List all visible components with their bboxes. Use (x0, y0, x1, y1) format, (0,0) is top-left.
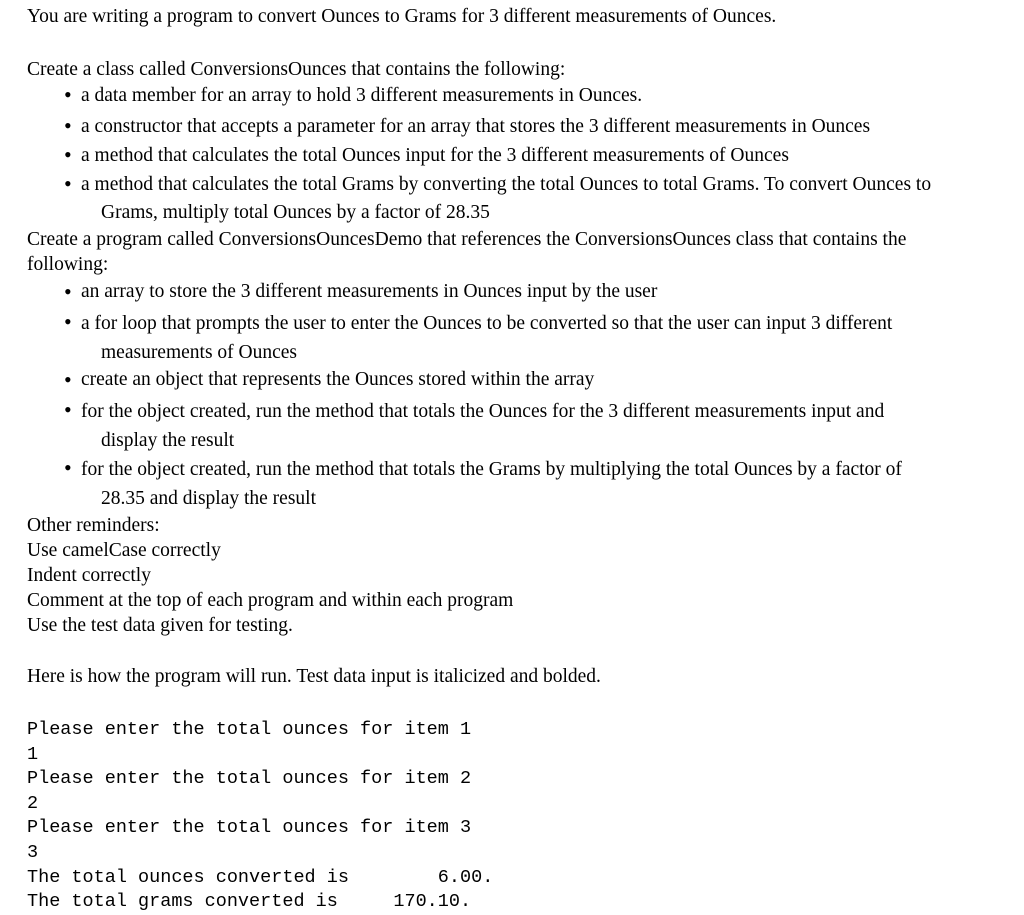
console-prompt-line: Please enter the total ounces for item 2 (27, 768, 472, 790)
list-item: • a for loop that prompts the user to enter the Ounces to be converted so that the user can input 3 different measurements of Ounces (64, 309, 893, 363)
console-input-line: 1 (27, 743, 39, 765)
result-ounces-value: 6.00. (437, 866, 494, 888)
list-item: • a method that calculates the total Grams by converting the total Ounces to total Grams. To convert Ounces to Grams, multiply total Ounces by a factor of 28.35 (64, 171, 932, 223)
demo-heading-line2: following: (27, 254, 109, 275)
intro-paragraph: You are writing a program to convert Ounces to Grams for 3 different measurements of Ounces. (27, 6, 777, 27)
console-input-line: 2 (27, 792, 39, 814)
console-result-grams (27, 890, 997, 915)
console-prompt-line: Please enter the total ounces for item 1 (27, 719, 472, 740)
result-grams-label: The total grams converted is (27, 891, 338, 913)
reminder-item: Use camelCase correctly (27, 540, 221, 561)
reminder-item: Indent correctly (27, 565, 151, 586)
bullet-icon: • (64, 309, 72, 334)
reminder-item: Use the test data given for testing. (27, 615, 293, 636)
bullet-icon: • (64, 171, 72, 196)
list-item: • a data member for an array to hold 3 different measurements in Ounces. (64, 82, 643, 107)
list-item: • create an object that represents the Ounces stored within the array (64, 367, 595, 392)
reminder-item: Comment at the top of each program and within each program (27, 590, 514, 611)
list-item: • for the object created, run the method that totals the Grams by multiplying the total Ounces by a factor of 28.35 and display the result (64, 455, 902, 509)
bullet-icon: • (64, 455, 72, 480)
list-item: • a constructor that accepts a parameter for an array that stores the 3 different measurements in Ounces (64, 113, 871, 138)
bullet-icon: • (64, 82, 72, 107)
console-input-line: 3 (27, 841, 39, 863)
bullet-icon: • (64, 142, 72, 167)
bullet-icon: • (64, 367, 72, 392)
list-item: • an array to store the 3 different measurements in Ounces input by the user (64, 279, 658, 304)
reminders-heading: Other reminders: (27, 515, 160, 536)
bullet-icon: • (64, 279, 72, 304)
console-result-ounces (27, 866, 997, 891)
class-requirements-list (27, 82, 997, 227)
console-prompt-line: Please enter the total ounces for item 3 (27, 817, 472, 839)
demo-requirements-list (27, 279, 997, 513)
run-intro-paragraph: Here is how the program will run. Test data input is italicized and bolded. (27, 666, 601, 687)
class-heading: Create a class called ConversionsOunces that contains the following: (27, 59, 566, 80)
assignment-document (27, 4, 997, 915)
list-item: • a method that calculates the total Ounces input for the 3 different measurements of Ounces (64, 142, 789, 167)
bullet-icon: • (64, 113, 72, 138)
console-output (27, 718, 997, 915)
bullet-icon: • (64, 397, 72, 422)
result-ounces-label: The total ounces converted is (27, 866, 349, 888)
list-item: • for the object created, run the method that totals the Ounces for the 3 different measurements input and display the result (64, 397, 885, 451)
demo-heading-line1: Create a program called ConversionsOuncesDemo that references the ConversionsOunces class that contains the (27, 229, 907, 250)
result-grams-value: 170.10. (393, 891, 472, 913)
